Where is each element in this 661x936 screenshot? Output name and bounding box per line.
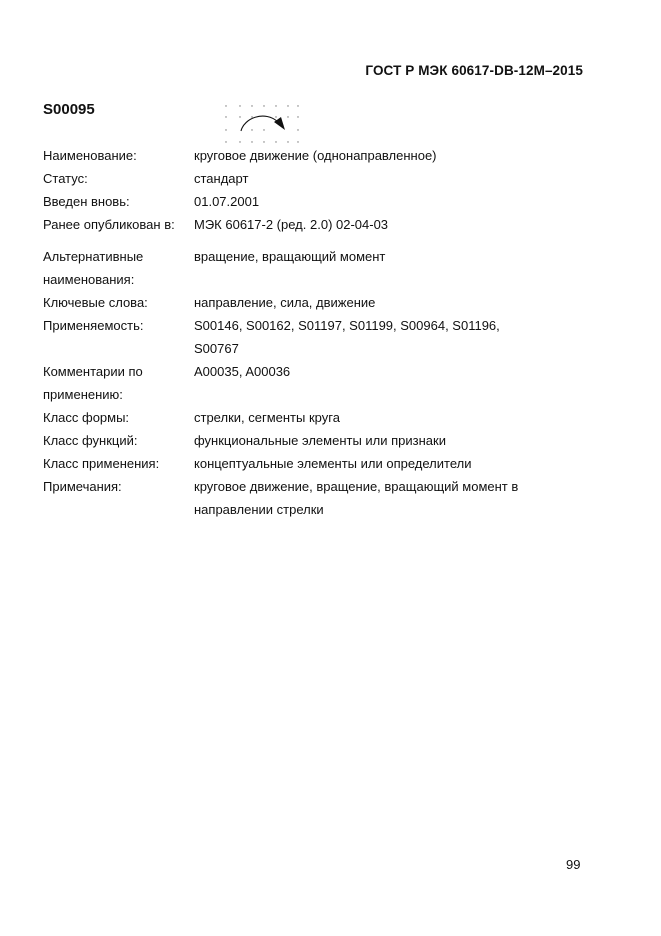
field-label: Примечания: [43,479,122,494]
field-value: стрелки, сегменты круга [194,410,340,425]
page-number: 99 [566,857,581,872]
field-shape-class [43,406,534,429]
field-label: Ранее опубликован в: [43,217,175,232]
field-label: Класс применения: [43,456,160,471]
field-label: Класс формы: [43,410,130,425]
field-value: концептуальные элементы или определители [194,456,472,471]
field-value: функциональные элементы или признаки [194,433,446,448]
field-previously-published [43,213,534,236]
field-application-comments [43,360,534,406]
field-label: Ключевые слова: [43,295,148,310]
field-label: Применяемость: [43,318,144,333]
field-value: вращение, вращающий момент [194,249,386,264]
field-label: Введен вновь: [43,194,130,209]
field-value: A00035, A00036 [194,364,291,379]
field-value: направление, сила, движение [194,295,376,310]
field-value: 01.07.2001 [194,194,260,209]
field-function-class [43,429,534,452]
field-value: стандарт [194,171,249,186]
field-label: Статус: [43,171,88,186]
section-gap [43,236,534,245]
field-introduced [43,190,534,213]
symbol-attributes [43,144,534,521]
field-label: Наименование: [43,148,137,163]
circular-motion-arrow-icon [220,100,310,145]
field-notes [43,475,534,521]
field-value: круговое движение (однонаправленное) [194,148,437,163]
field-keywords [43,291,534,314]
field-label: Класс функций: [43,433,138,448]
field-value: S00146, S00162, S01197, S01199, S00964, S01196, S00767 [194,318,500,356]
field-label: Альтернативные наименования: [43,249,144,287]
field-alternative-names [43,245,534,291]
field-applicability [43,314,534,360]
symbol-code: S00095 [43,101,95,118]
standard-header: ГОСТ Р МЭК 60617-DB-12M–2015 [365,63,583,78]
field-value: круговое движение, вращение, вращающий момент в направлении стрелки [194,479,519,517]
field-label: Комментарии по применению: [43,364,143,402]
field-name [43,144,534,167]
field-value: МЭК 60617-2 (ред. 2.0) 02-04-03 [194,217,389,232]
field-application-class [43,452,534,475]
field-status [43,167,534,190]
